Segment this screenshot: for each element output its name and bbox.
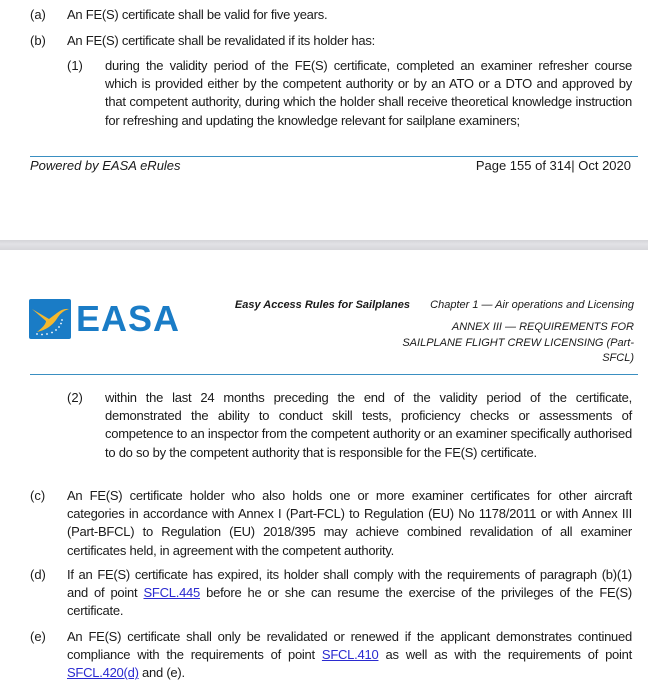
link-sfcl-420d[interactable]: SFCL.420(d) [67,665,139,681]
link-sfcl-410[interactable]: SFCL.410 [321,647,379,663]
header-annex-line-2: SAILPLANE FLIGHT CREW LICENSING (Part- [402,337,634,349]
sub-item-label-2: (2) [67,390,83,405]
item-d-text-after: before he or she can resume the exercise of the privileges of the FE(S) certificate. [67,585,633,619]
item-text-c: An FE(S) certificate holder who also holds one or more examiner certificates for other aircraft categories in accordance with Annex I (Part-FCL) to Regulation (EU) No 1178/2011 or with Annex III (Part-BFCL) to Regulation (EU) 2018/395 may achieve combined revalidation of all examiner certificates held, in agreement with the competent authority. [67,488,632,558]
footer-page-number: Page 155 of 314| Oct 2020 [475,158,631,173]
sub-item-text-2: within the last 24 months preceding the end of the validity period of the certificate, demonstrated the ability to conduct skill tests, proficiency checks or assessments of competence to an inspector from the competent authority or an examiner specifically authorised to do so by the competent authority that is responsible for the FE(S) certificate. [105,390,632,460]
header-divider [30,374,638,375]
item-e-text-middle: as well as with the requirements of point [378,647,633,663]
footer-divider [30,156,638,157]
item-e-text-before: An FE(S) certificate shall only be revalidated or renewed if the applicant demonstrates continued compliance with the requirements of point [67,629,632,663]
item-d-text-before: If an FE(S) certificate has expired, its holder shall comply with the requirements of paragraph (b)(1) and of point [67,567,632,601]
header-doc-title: Easy Access Rules for Sailplanes [234,299,410,311]
footer-powered-by: Powered by EASA eRules [30,158,181,173]
header-annex-line-3: SFCL) [602,352,634,364]
item-label-a: (a) [30,7,46,22]
sub-item-text-1: during the validity period of the FE(S) certificate, completed an examiner refresher course which is provided either by the competent authority or by an ATO or a DTO and approved by that competent authority, during which the holder shall receive theoretical knowledge instruction for refreshing and updating the knowledge relevant for sailplane examiners; [105,58,632,128]
item-label-c: (c) [30,488,46,503]
easa-bird-logo-icon [29,299,71,339]
item-label-b: (b) [30,33,46,48]
item-e-text-after: and (e). [138,665,185,681]
item-text-a: An FE(S) certificate shall be valid for five years. [67,7,328,22]
item-text-d [67,566,632,621]
sub-item-label-1: (1) [67,58,83,73]
item-label-e: (e) [30,629,46,644]
header-chapter: Chapter 1 — Air operations and Licensing [430,299,634,311]
page-155 [0,0,648,240]
item-text-e [67,628,632,683]
header-annex-line-1: ANNEX III — REQUIREMENTS FOR [451,321,634,333]
item-text-b: An FE(S) certificate shall be revalidated if its holder has: [67,33,375,48]
easa-logo-text: EASA [76,298,181,339]
page-separator [0,240,648,250]
link-sfcl-445[interactable]: SFCL.445 [143,585,201,601]
item-label-d: (d) [30,567,46,582]
